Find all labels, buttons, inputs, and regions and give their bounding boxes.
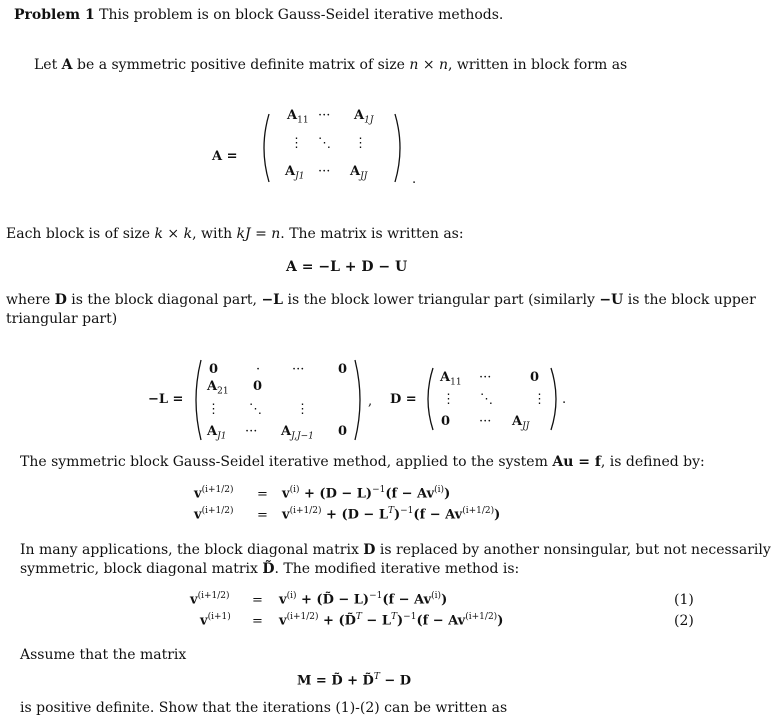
many2-pre: symmetric, block diagonal matrix [20, 561, 263, 577]
intro-text [34, 56, 627, 74]
many2-post: . The modified iterative method is: [274, 561, 520, 577]
m-equation: M = D̃ + D̃$^T$ − D [297, 672, 412, 689]
assume-text: Assume that the matrix [20, 647, 187, 663]
modification-text-line2 [20, 560, 519, 578]
matrix-a-right-paren [392, 112, 406, 184]
intro-matrix-a: A [61, 57, 73, 73]
where-p2: is the block diagonal part, [66, 292, 262, 308]
matrix-d-a11: $A_{11}$ [440, 370, 462, 388]
sgs-text-pre: The symmetric block Gauss-Seidel iterative method, applied to the system [20, 454, 553, 470]
modified-equation-1-eq: = [252, 593, 263, 608]
matrix-a-left-paren [258, 112, 272, 184]
block-text-mid: , with [192, 226, 237, 242]
matrix-a-vdots-left: ⋮ [290, 136, 303, 151]
matrix-a-a11: $A_{11}$ [287, 108, 309, 126]
matrix-d-vdots-right: ⋮ [533, 392, 546, 407]
matrix-l-a21: $A_{21}$ [207, 379, 229, 397]
matrix-a-aj1: $A_{J1}$ [285, 164, 305, 182]
sgs-equation-1-lhs: $v^{(i+1/2)}$ [194, 485, 234, 502]
where-p3: is the block lower triangular part (similarly [283, 292, 600, 308]
matrix-l-r1c1: 0 [209, 362, 219, 377]
many-pre: In many applications, the block diagonal matrix [20, 542, 364, 558]
sgs-equation-2-lhs: $v^{(i+1/2)}$ [194, 506, 234, 523]
where-l: −L [261, 292, 284, 308]
matrix-l-r2c2: 0 [253, 379, 263, 394]
matrix-d-right-paren [548, 366, 562, 432]
matrix-l-r4-last: 0 [338, 424, 348, 439]
matrix-a-ajj: $A_{JJ}$ [350, 164, 368, 182]
matrix-a-period: . [412, 172, 417, 187]
sgs-text-system: Au = f [552, 454, 601, 470]
problem-description: This problem is on block Gauss-Seidel iterative methods. [99, 7, 504, 23]
final-text: is positive definite. Show that the iterations (1)-(2) can be written as [20, 700, 508, 716]
matrix-d-ddots: ⋱ [480, 392, 493, 407]
matrix-d-vdots-left: ⋮ [442, 392, 455, 407]
block-text-post: . The matrix is written as: [280, 226, 464, 242]
matrix-d-label: D = [390, 392, 417, 407]
modification-text-line1 [20, 541, 771, 559]
many-d: D [363, 542, 376, 558]
matrix-d-r1-last: 0 [530, 370, 540, 385]
sgs-intro-text [20, 453, 705, 471]
modified-equation-1-rhs: $v^{(i)}$ + (D̃ − $L)^{-1}(f - Av^{(i)})$ [279, 591, 448, 608]
sgs-text-post: , is defined by: [600, 454, 705, 470]
matrix-d-r1-hdots: ··· [479, 370, 492, 385]
matrix-l-r4-hdots: ··· [245, 424, 258, 439]
many-post: is replaced by another nonsingular, but not necessarily [375, 542, 771, 558]
equation-number-1: (1) [674, 592, 694, 608]
matrix-l-vdots-left: ⋮ [207, 402, 220, 417]
block-text-kj: kJ = n [236, 226, 281, 242]
where-p1: where [6, 292, 55, 308]
matrix-a-hdots-bottom: ··· [318, 164, 331, 179]
intro-mid: be a symmetric positive definite matrix of size [72, 57, 410, 73]
modified-equation-1-lhs: $v^{(i+1/2)}$ [190, 591, 230, 608]
intro-size: n × n [409, 57, 449, 73]
sgs-equation-2-eq: = [257, 508, 268, 523]
matrix-d-left-paren [422, 366, 436, 432]
sgs-equation-2-rhs: $v^{(i+1/2)} + (D - L^T)^{-1}(f - Av^{(i+1/2)})$ [282, 506, 501, 523]
intro-post: , written in block form as [448, 57, 628, 73]
matrix-a-ddots: ⋱ [318, 136, 331, 151]
matrix-d-period: . [562, 392, 567, 407]
matrix-l-r1-last: 0 [338, 362, 348, 377]
matrix-l-aj1: $A_{J1}$ [207, 424, 227, 442]
block-text-kk: k × k [154, 226, 193, 242]
matrix-d-r3-first: 0 [441, 414, 451, 429]
matrix-l-right-paren [352, 358, 366, 442]
matrix-a-hdots-top: ··· [318, 108, 331, 123]
splitting-equation: A = −L + D − U [286, 259, 408, 275]
equation-number-2: (2) [674, 613, 694, 629]
matrix-l-r1-hdots: ··· [292, 362, 305, 377]
matrix-l-ajj-1: $A_{J,J-1}$ [281, 424, 314, 442]
where-text-line2: triangular part) [6, 311, 118, 327]
where-d: D [54, 292, 67, 308]
matrix-l-ddots: ⋱ [249, 402, 262, 417]
sgs-equation-1-eq: = [257, 487, 268, 502]
matrix-a-a1j: $A_{1J}$ [354, 108, 374, 126]
problem-heading [14, 6, 503, 24]
sgs-equation-1-rhs: $v^{(i)} + (D - L)^{-1}(f - Av^{(i)})$ [282, 485, 451, 502]
matrix-a-label: A = [212, 149, 238, 164]
modified-equation-2-eq: = [252, 614, 263, 629]
block-size-text [6, 225, 464, 243]
matrix-d-r3-hdots: ··· [479, 414, 492, 429]
matrix-l-comma: , [368, 394, 373, 409]
matrix-l-r1c2-dot: · [256, 362, 261, 377]
matrix-l-label: −L = [148, 392, 184, 407]
modified-equation-2-rhs: $v^{(i+1/2)}$ + (D̃$^T$ − $L^T)^{-1}(f - Av^{(i+1/2)})$ [279, 612, 504, 629]
where-p4: is the block upper [623, 292, 756, 308]
intro-pre: Let [34, 57, 62, 73]
matrix-l-left-paren [190, 358, 204, 442]
matrix-a-vdots-right: ⋮ [354, 136, 367, 151]
many2-dtilde: D̃ [262, 561, 275, 577]
where-text-line1 [6, 291, 756, 309]
block-text-pre: Each block is of size [6, 226, 155, 242]
problem-label: Problem 1 [14, 7, 95, 23]
where-u: −U [599, 292, 624, 308]
matrix-d-ajj: $A_{JJ}$ [512, 414, 530, 432]
modified-equation-2-lhs: $v^{(i+1)}$ [200, 612, 231, 629]
matrix-l-vdots-mid: ⋮ [296, 402, 309, 417]
